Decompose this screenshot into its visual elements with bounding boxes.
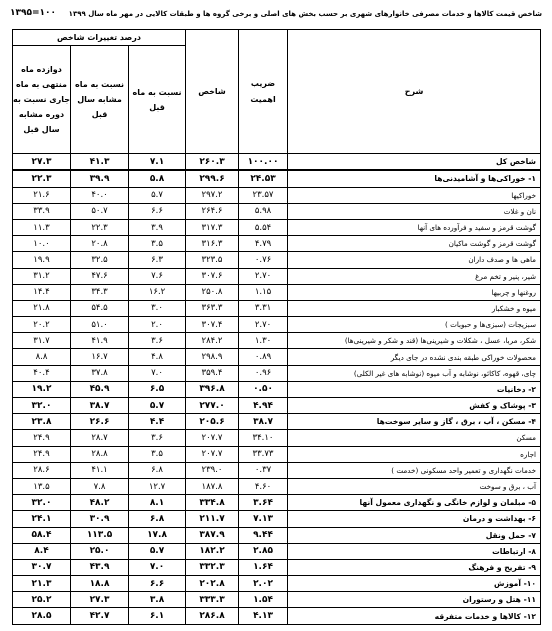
cell-year-on-year-change: ۳۹.۹ (71, 170, 129, 187)
cell-twelve-month-change: ۳۲.۰ (13, 398, 71, 414)
cell-monthly-change: ۶.۳ (129, 252, 186, 268)
cell-monthly-change: ۷.۱ (129, 154, 186, 171)
cell-twelve-month-change: ۱۳.۵ (13, 478, 71, 494)
cell-weight: ۴.۷۹ (239, 236, 288, 252)
cell-weight: ۳۸.۷ (239, 414, 288, 430)
table-row (13, 462, 541, 478)
cell-weight: ۳.۶۴ (239, 495, 288, 511)
cell-index: ۳۳۳.۳ (186, 592, 239, 608)
table-row (13, 478, 541, 494)
cell-twelve-month-change: ۱۹.۲ (13, 381, 71, 397)
cell-description: ۹- تفریح و فرهنگ (288, 559, 541, 575)
cell-twelve-month-change: ۱۹.۹ (13, 252, 71, 268)
cell-index: ۲۳۹.۰ (186, 462, 239, 478)
cell-twelve-month-change: ۴۰.۴ (13, 365, 71, 381)
table-row (13, 543, 541, 559)
cell-monthly-change: ۱۶.۲ (129, 284, 186, 300)
page-header (10, 8, 542, 24)
cell-description: اجاره (288, 446, 541, 462)
col-header-description: شرح (288, 30, 541, 154)
cell-index: ۳۲۳.۵ (186, 252, 239, 268)
cell-twelve-month-change: ۱۰.۰ (13, 236, 71, 252)
cell-year-on-year-change: ۴۸.۲ (71, 495, 129, 511)
cell-description: گوشت قرمز و سفید و فرآورده های آنها (288, 219, 541, 235)
cell-monthly-change: ۵.۷ (129, 543, 186, 559)
cell-monthly-change: ۶.۱ (129, 608, 186, 624)
table-row (13, 154, 541, 171)
table-row (13, 446, 541, 462)
cell-twelve-month-change: ۲۴.۹ (13, 446, 71, 462)
cell-year-on-year-change: ۲۸.۷ (71, 430, 129, 446)
cell-twelve-month-change: ۸.۸ (13, 349, 71, 365)
cell-description: ۴- مسکن ، آب ، برق ، گاز و سایر سوخت‌ها (288, 414, 541, 430)
table-row (13, 527, 541, 543)
table-row (13, 349, 541, 365)
cell-index: ۳۶۳.۳ (186, 300, 239, 316)
cell-weight: ۲۴.۵۳ (239, 170, 288, 187)
table-row (13, 187, 541, 203)
cell-index: ۲۹۹.۶ (186, 170, 239, 187)
cell-weight: ۲۳.۵۷ (239, 187, 288, 203)
cell-weight: ۰.۹۶ (239, 365, 288, 381)
cell-index: ۳۱۷.۳ (186, 219, 239, 235)
cell-weight: ۹.۴۴ (239, 527, 288, 543)
cell-index: ۲۶۰.۳ (186, 154, 239, 171)
cell-description: ماهی ها و صدف داران (288, 252, 541, 268)
cell-index: ۱۸۲.۲ (186, 543, 239, 559)
table-row (13, 203, 541, 219)
table-row (13, 170, 541, 187)
cell-description: ۱- خوراکی‌ها و آشامیدنی‌ها (288, 170, 541, 187)
cell-index: ۳۸۷.۹ (186, 527, 239, 543)
cell-year-on-year-change: ۲۷.۳ (71, 592, 129, 608)
cell-year-on-year-change: ۱۸.۸ (71, 576, 129, 592)
cell-year-on-year-change: ۴۳.۹ (71, 559, 129, 575)
cell-description: شکر، مربا، عسل ، شکلات و شیرینی‌ها (قند و شکر و شیرینی‌ها) (288, 333, 541, 349)
cell-monthly-change: ۶.۵ (129, 381, 186, 397)
cell-index: ۳۳۲.۳ (186, 559, 239, 575)
cell-description: ۱۱- هتل و رستوران (288, 592, 541, 608)
cell-description: چای، قهوه، کاکائو، نوشابه و آب میوه (نوشابه های غیر الکلی) (288, 365, 541, 381)
cell-year-on-year-change: ۷.۸ (71, 478, 129, 494)
cell-monthly-change: ۵.۷ (129, 398, 186, 414)
cell-weight: ۲.۸۵ (239, 543, 288, 559)
cell-monthly-change: ۳.۸ (129, 592, 186, 608)
table-row (13, 559, 541, 575)
cell-description: ۱۲- کالاها و خدمات متفرقه (288, 608, 541, 624)
col-header-percent-change-group: درصد تغییرات شاخص (13, 30, 186, 46)
cell-weight: ۷.۱۳ (239, 511, 288, 527)
cell-weight: ۱۰۰.۰۰ (239, 154, 288, 171)
cell-twelve-month-change: ۳۳.۹ (13, 203, 71, 219)
cell-year-on-year-change: ۴۲.۷ (71, 608, 129, 624)
cell-description: ۳- پوشاک و کفش (288, 398, 541, 414)
cell-monthly-change: ۳.۵ (129, 446, 186, 462)
cell-twelve-month-change: ۱۴.۴ (13, 284, 71, 300)
cell-description: ۶- بهداشت و درمان (288, 511, 541, 527)
cell-index: ۱۸۷.۸ (186, 478, 239, 494)
cell-weight: ۰.۸۹ (239, 349, 288, 365)
col-header-index: شاخص (186, 30, 239, 154)
cell-twelve-month-change: ۵۸.۴ (13, 527, 71, 543)
cell-weight: ۱.۵۴ (239, 592, 288, 608)
table-row (13, 268, 541, 284)
cell-index: ۲۸۶.۸ (186, 608, 239, 624)
cell-weight: ۰.۵۰ (239, 381, 288, 397)
cell-twelve-month-change: ۲۸.۶ (13, 462, 71, 478)
cell-year-on-year-change: ۳۰.۹ (71, 511, 129, 527)
cell-index: ۲۸۴.۲ (186, 333, 239, 349)
cell-monthly-change: ۴.۴ (129, 414, 186, 430)
cell-description: ۸- ارتباطات (288, 543, 541, 559)
base-year-label: ۱۳۹۵=۱۰۰ (10, 8, 56, 18)
cell-index: ۳۳۴.۸ (186, 495, 239, 511)
cpi-table-wrapper (12, 29, 540, 625)
cell-weight: ۲.۷۰ (239, 317, 288, 333)
cell-description: ۵- مبلمان و لوازم خانگی و نگهداری معمول آنها (288, 495, 541, 511)
cell-description: محصولات خوراکی طبقه بندی نشده در جای دیگر (288, 349, 541, 365)
cell-monthly-change: ۵.۷ (129, 187, 186, 203)
cell-monthly-change: ۳.۵ (129, 236, 186, 252)
cell-monthly-change: ۳.۶ (129, 430, 186, 446)
cell-year-on-year-change: ۳۸.۷ (71, 398, 129, 414)
table-row (13, 592, 541, 608)
cell-twelve-month-change: ۲۸.۵ (13, 608, 71, 624)
cell-description: سبزیجات (سبزی‌ها و حبوبات ) (288, 317, 541, 333)
cell-description: نان و غلات (288, 203, 541, 219)
cell-weight: ۰.۳۷ (239, 462, 288, 478)
cell-weight: ۱.۳۰ (239, 333, 288, 349)
cell-index: ۲۹۷.۲ (186, 187, 239, 203)
cell-year-on-year-change: ۲۰.۸ (71, 236, 129, 252)
cell-description: خدمات نگهداری و تعمیر واحد مسکونی (خدمت ) (288, 462, 541, 478)
cell-index: ۲۶۴.۶ (186, 203, 239, 219)
cell-year-on-year-change: ۲۸.۸ (71, 446, 129, 462)
table-body (13, 154, 541, 624)
cell-twelve-month-change: ۸.۴ (13, 543, 71, 559)
table-row (13, 284, 541, 300)
cell-weight: ۰.۷۶ (239, 252, 288, 268)
cell-weight: ۴.۶۰ (239, 478, 288, 494)
cell-year-on-year-change: ۴۱.۱ (71, 462, 129, 478)
cell-index: ۳۹۶.۸ (186, 381, 239, 397)
cell-monthly-change: ۳.۹ (129, 219, 186, 235)
cell-year-on-year-change: ۵۴.۵ (71, 300, 129, 316)
col-header-twelve-month: دوازده ماه منتهی به ماه جاری نسبت به دوره مشابه سال قبل (13, 46, 71, 154)
cell-index: ۲۰۲.۸ (186, 576, 239, 592)
table-row (13, 608, 541, 624)
cell-year-on-year-change: ۳۴.۳ (71, 284, 129, 300)
table-row (13, 219, 541, 235)
cell-index: ۳۰۷.۶ (186, 268, 239, 284)
table-row (13, 511, 541, 527)
cell-year-on-year-change: ۲۲.۳ (71, 219, 129, 235)
cell-twelve-month-change: ۲۷.۳ (13, 154, 71, 171)
table-row (13, 317, 541, 333)
cell-monthly-change: ۲.۰ (129, 317, 186, 333)
cell-weight: ۳.۳۱ (239, 300, 288, 316)
cell-weight: ۱.۶۴ (239, 559, 288, 575)
cell-monthly-change: ۵.۸ (129, 170, 186, 187)
cell-twelve-month-change: ۳۲.۰ (13, 495, 71, 511)
cell-twelve-month-change: ۲۵.۲ (13, 592, 71, 608)
cell-monthly-change: ۴.۸ (129, 349, 186, 365)
cell-description: ۲- دخانیات (288, 381, 541, 397)
cell-monthly-change: ۷.۰ (129, 365, 186, 381)
cell-index: ۲۱۱.۷ (186, 511, 239, 527)
cell-year-on-year-change: ۱۶.۷ (71, 349, 129, 365)
table-row (13, 381, 541, 397)
table-row (13, 495, 541, 511)
cell-monthly-change: ۷.۶ (129, 268, 186, 284)
cell-twelve-month-change: ۳۱.۷ (13, 333, 71, 349)
cell-twelve-month-change: ۲۰.۲ (13, 317, 71, 333)
cell-year-on-year-change: ۴۰.۰ (71, 187, 129, 203)
cell-description: شاخص کل (288, 154, 541, 171)
cell-index: ۳۱۶.۳ (186, 236, 239, 252)
cell-index: ۳۰۷.۴ (186, 317, 239, 333)
cell-monthly-change: ۷.۰ (129, 559, 186, 575)
cell-weight: ۵.۵۴ (239, 219, 288, 235)
cell-twelve-month-change: ۲۱.۶ (13, 187, 71, 203)
cell-year-on-year-change: ۱۱۳.۵ (71, 527, 129, 543)
cell-twelve-month-change: ۲۱.۸ (13, 300, 71, 316)
table-row (13, 300, 541, 316)
cell-weight: ۴.۱۳ (239, 608, 288, 624)
cell-year-on-year-change: ۴۱.۹ (71, 333, 129, 349)
table-row (13, 236, 541, 252)
header-row-top (13, 30, 541, 46)
cell-description: شیر، پنیر و تخم مرغ (288, 268, 541, 284)
cell-monthly-change: ۶.۶ (129, 576, 186, 592)
cell-weight: ۳۴.۱۰ (239, 430, 288, 446)
cell-weight: ۲.۷۰ (239, 268, 288, 284)
cell-index: ۲۵۰.۸ (186, 284, 239, 300)
table-row (13, 252, 541, 268)
cpi-table (12, 29, 541, 625)
cell-year-on-year-change: ۴۷.۶ (71, 268, 129, 284)
cell-year-on-year-change: ۵۰.۷ (71, 203, 129, 219)
cell-weight: ۳۳.۷۳ (239, 446, 288, 462)
cell-monthly-change: ۳.۰ (129, 300, 186, 316)
cell-monthly-change: ۳.۶ (129, 333, 186, 349)
cell-description: مسکن (288, 430, 541, 446)
cell-description: خوراکیها (288, 187, 541, 203)
cell-twelve-month-change: ۲۲.۳ (13, 170, 71, 187)
page-title: شاخص قیمت کالاها و خدمات مصرفی خانوارهای شهری بر حسب بخش های اصلی و برخی گروه ها و طبقات کالایی در مهر ماه سال ۱۳۹۹ (68, 10, 542, 18)
table-row (13, 365, 541, 381)
cell-year-on-year-change: ۲۶.۶ (71, 414, 129, 430)
col-header-year-on-year: نسبت به ماه مشابه سال قبل (71, 46, 129, 154)
cell-description: روغنها و چربیها (288, 284, 541, 300)
cell-monthly-change: ۱۲.۷ (129, 478, 186, 494)
cell-monthly-change: ۱۷.۸ (129, 527, 186, 543)
cell-index: ۲۰۷.۷ (186, 430, 239, 446)
cell-monthly-change: ۶.۸ (129, 511, 186, 527)
cell-index: ۳۵۹.۴ (186, 365, 239, 381)
cell-twelve-month-change: ۲۱.۳ (13, 576, 71, 592)
table-row (13, 333, 541, 349)
cell-description: آب ، برق و سوخت (288, 478, 541, 494)
cell-description: ۱۰- آموزش (288, 576, 541, 592)
cell-description: گوشت قرمز و گوشت ماکیان (288, 236, 541, 252)
cell-year-on-year-change: ۴۱.۳ (71, 154, 129, 171)
cell-year-on-year-change: ۲۵.۰ (71, 543, 129, 559)
cell-year-on-year-change: ۳۲.۵ (71, 252, 129, 268)
cell-index: ۲۹۸.۹ (186, 349, 239, 365)
cell-year-on-year-change: ۵۱.۰ (71, 317, 129, 333)
cell-weight: ۲.۰۲ (239, 576, 288, 592)
cell-weight: ۵.۹۸ (239, 203, 288, 219)
cell-twelve-month-change: ۲۴.۱ (13, 511, 71, 527)
col-header-weight: ضریب اهمیت (239, 30, 288, 154)
table-row (13, 398, 541, 414)
table-row (13, 430, 541, 446)
cell-twelve-month-change: ۳۱.۲ (13, 268, 71, 284)
cell-index: ۲۰۷.۷ (186, 446, 239, 462)
cell-index: ۲۷۷.۰ (186, 398, 239, 414)
table-row (13, 576, 541, 592)
cell-weight: ۴.۹۴ (239, 398, 288, 414)
cell-monthly-change: ۶.۶ (129, 203, 186, 219)
cell-monthly-change: ۶.۸ (129, 462, 186, 478)
cell-twelve-month-change: ۲۳.۸ (13, 414, 71, 430)
cell-twelve-month-change: ۲۴.۹ (13, 430, 71, 446)
cell-description: ۷- حمل ونقل (288, 527, 541, 543)
cell-year-on-year-change: ۴۵.۹ (71, 381, 129, 397)
cell-description: میوه و خشکبار (288, 300, 541, 316)
cell-year-on-year-change: ۳۷.۸ (71, 365, 129, 381)
cell-monthly-change: ۸.۱ (129, 495, 186, 511)
cell-weight: ۱.۱۵ (239, 284, 288, 300)
cell-index: ۲۰۵.۶ (186, 414, 239, 430)
cell-twelve-month-change: ۱۱.۳ (13, 219, 71, 235)
cell-twelve-month-change: ۳۰.۷ (13, 559, 71, 575)
col-header-monthly: نسبت به ماه قبل (129, 46, 186, 154)
table-row (13, 414, 541, 430)
